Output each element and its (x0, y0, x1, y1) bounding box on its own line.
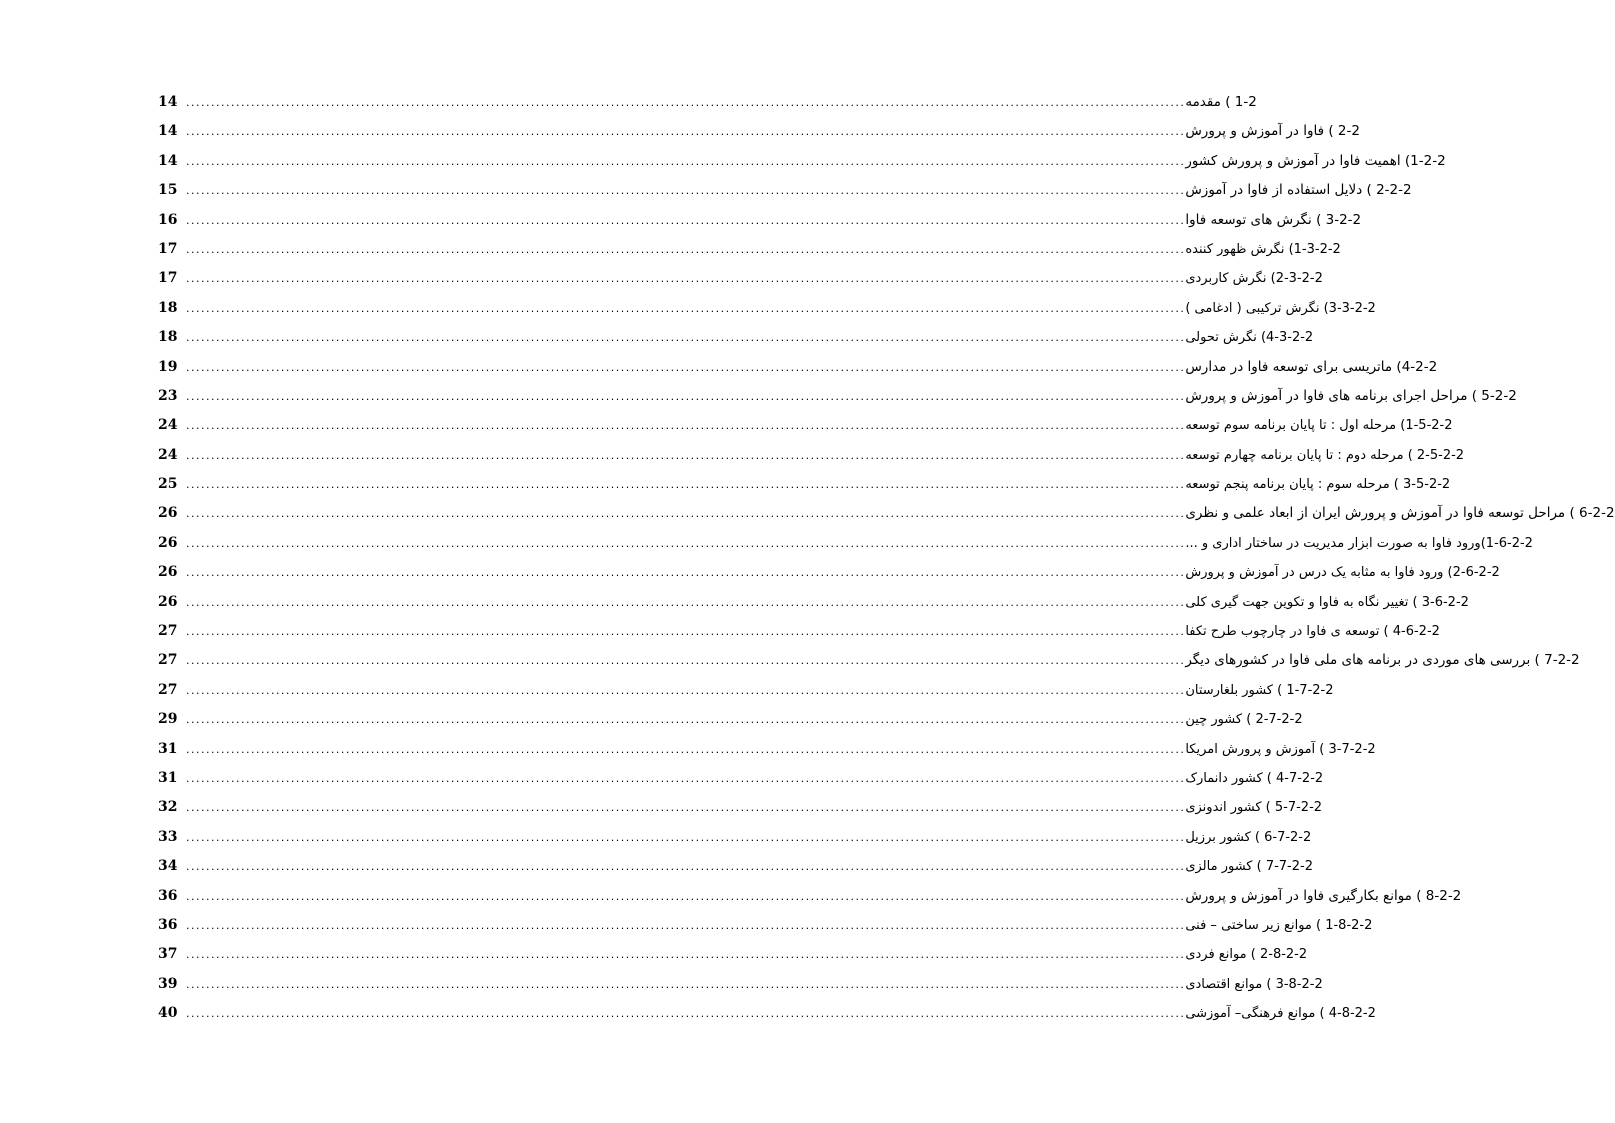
toc-entry-title: 3-7-2-2 ) آموزش و پرورش امریکا (1185, 741, 1376, 757)
toc-entry-title: 3-8-2-2 ) موانع اقتصادی (1185, 976, 1323, 992)
toc-entry[interactable] (158, 529, 1533, 558)
toc-entry-title: 1-3-2-2) نگرش ظهور کننده (1185, 241, 1341, 257)
toc-page-number: 24 (158, 446, 178, 463)
toc-leader-dots: ........................................................................................................................................................................................................ (186, 419, 1186, 433)
toc-entry[interactable] (158, 646, 1580, 675)
toc-leader-dots: ........................................................................................................................................................................................................ (186, 683, 1186, 697)
toc-leader-dots: ........................................................................................................................................................................................................ (186, 331, 1186, 345)
toc-page-number: 31 (158, 740, 178, 757)
toc-page-number: 18 (158, 329, 178, 346)
toc-page-number: 27 (158, 681, 178, 698)
toc-leader-dots: ........................................................................................................................................................................................................ (186, 242, 1186, 256)
toc-page-number: 23 (158, 387, 178, 404)
toc-entry-title: 2-2 ) فاوا در آموزش و پرورش (1185, 123, 1360, 140)
toc-entry-title: 7-2-2 ) بررسی های موردی در برنامه های ملی فاوا در کشورهای دیگر (1185, 652, 1580, 669)
toc-leader-dots: ........................................................................................................................................................................................................ (186, 889, 1186, 903)
toc-entry-title: 2-2-2 ) دلایل استفاده از فاوا در آموزش (1185, 182, 1412, 199)
toc-page-number: 39 (158, 975, 178, 992)
toc-leader-dots: ........................................................................................................................................................................................................ (186, 713, 1186, 727)
toc-page-number: 29 (158, 711, 178, 728)
toc-entry-title: 2-7-2-2 ) کشور چین (1185, 712, 1303, 728)
toc-leader-dots: ........................................................................................................................................................................................................ (186, 536, 1186, 550)
toc-page-number: 19 (158, 358, 178, 375)
toc-leader-dots: ........................................................................................................................................................................................................ (186, 507, 1186, 521)
toc-entry[interactable] (158, 882, 1462, 911)
toc-leader-dots: ........................................................................................................................................................................................................ (186, 948, 1186, 962)
toc-entry[interactable] (158, 499, 1615, 528)
toc-page-number: 36 (158, 916, 178, 933)
toc-page-number: 14 (158, 94, 178, 110)
toc-entry-title: 2-5-2-2 ) مرحله دوم : تا پایان برنامه چهارم توسعه (1185, 447, 1465, 463)
toc-entry[interactable] (158, 88, 1257, 117)
toc-entry[interactable] (158, 353, 1438, 382)
toc-entry-title: 4-3-2-2) نگرش تحولی (1185, 330, 1314, 346)
toc-leader-dots: ........................................................................................................................................................................................................ (186, 830, 1186, 844)
table-of-contents (158, 88, 1615, 1029)
toc-entry-title: 3-3-2-2) نگرش ترکیبی ( ادغامی ) (1185, 300, 1376, 316)
toc-leader-dots: ........................................................................................................................................................................................................ (186, 96, 1186, 109)
toc-leader-dots: ........................................................................................................................................................................................................ (186, 213, 1186, 227)
toc-leader-dots: ........................................................................................................................................................................................................ (186, 389, 1186, 403)
toc-page-number: 31 (158, 769, 178, 786)
toc-page-number: 40 (158, 1005, 178, 1022)
toc-entry-title: 7-7-2-2 ) کشور مالزی (1185, 859, 1313, 875)
toc-entry[interactable] (158, 793, 1323, 822)
toc-page-number: 32 (158, 799, 178, 816)
toc-leader-dots: ........................................................................................................................................................................................................ (186, 272, 1186, 286)
toc-page-number: 26 (158, 564, 178, 581)
toc-entry[interactable] (158, 206, 1362, 235)
toc-entry-title: 1-2 ) مقدمه (1185, 94, 1257, 110)
toc-entry[interactable] (158, 411, 1453, 440)
toc-leader-dots: ........................................................................................................................................................................................................ (186, 478, 1186, 492)
toc-entry[interactable] (158, 382, 1517, 411)
toc-entry[interactable] (158, 911, 1373, 940)
toc-entry-title: 6-2-2 ) مراحل توسعه فاوا در آموزش و پرورش ایران از ابعاد علمی و نظری (1185, 505, 1615, 522)
toc-leader-dots: ........................................................................................................................................................................................................ (186, 918, 1186, 932)
toc-entry[interactable] (158, 823, 1312, 852)
toc-entry[interactable] (158, 176, 1412, 205)
toc-entry-title: 1-6-2-2)ورود فاوا به صورت ابزار مدیریت در ساختار اداری و ... (1185, 535, 1533, 551)
toc-entry[interactable] (158, 147, 1446, 176)
toc-leader-dots: ........................................................................................................................................................................................................ (186, 154, 1186, 168)
toc-entry[interactable] (158, 441, 1465, 470)
toc-entry[interactable] (158, 117, 1360, 146)
toc-entry[interactable] (158, 323, 1314, 352)
toc-entry-title: 4-8-2-2 ) موانع فرهنگی– آموزشی (1185, 1006, 1376, 1022)
toc-page-number: 26 (158, 593, 178, 610)
toc-page-number: 37 (158, 946, 178, 963)
toc-entry[interactable] (158, 588, 1469, 617)
toc-entry[interactable] (158, 970, 1323, 999)
toc-entry-title: 1-5-2-2) مرحله اول : تا پایان برنامه سوم توسعه (1185, 418, 1453, 434)
toc-leader-dots: ........................................................................................................................................................................................................ (186, 801, 1186, 815)
toc-entry-title: 4-2-2) ماتریسی برای توسعه فاوا در مدارس (1185, 358, 1438, 375)
toc-leader-dots: ........................................................................................................................................................................................................ (186, 977, 1186, 991)
toc-entry-title: 8-2-2 ) موانع بکارگیری فاوا در آموزش و پرورش (1185, 887, 1462, 904)
toc-page-number: 27 (158, 652, 178, 669)
toc-entry-title: 4-6-2-2 ) توسعه ی فاوا در چارچوب طرح تکفا (1185, 624, 1440, 640)
toc-entry-title: 4-7-2-2 ) کشور دانمارک (1185, 770, 1324, 786)
toc-page-number: 18 (158, 299, 178, 316)
toc-entry[interactable] (158, 264, 1323, 293)
toc-leader-dots: ........................................................................................................................................................................................................ (186, 654, 1186, 668)
toc-leader-dots: ........................................................................................................................................................................................................ (186, 360, 1186, 374)
toc-entry-title: 1-8-2-2 ) موانع زیر ساختی – فنی (1185, 917, 1373, 933)
toc-entry-title: 2-3-2-2) نگرش کاربردی (1185, 271, 1323, 287)
toc-entry[interactable] (158, 676, 1334, 705)
toc-entry-title: 5-2-2 ) مراحل اجرای برنامه های فاوا در آموزش و پرورش (1185, 387, 1517, 404)
toc-leader-dots: ........................................................................................................................................................................................................ (186, 448, 1186, 462)
toc-page-number: 17 (158, 240, 178, 257)
toc-page-number: 26 (158, 505, 178, 522)
toc-page-number: 26 (158, 534, 178, 551)
toc-entry[interactable] (158, 852, 1313, 881)
toc-leader-dots: ........................................................................................................................................................................................................ (186, 125, 1186, 139)
toc-page-number: 25 (158, 476, 178, 493)
toc-entry-title: 1-7-2-2 ) کشور بلغارستان (1185, 682, 1334, 698)
toc-entry-title: 3-2-2 ) نگرش های توسعه فاوا (1185, 211, 1362, 228)
toc-entry-title: 3-6-2-2 ) تغییر نگاه به فاوا و تکوین جهت گیری کلی (1185, 594, 1469, 610)
toc-entry[interactable] (158, 617, 1440, 646)
toc-leader-dots: ........................................................................................................................................................................................................ (186, 771, 1186, 785)
toc-leader-dots: ........................................................................................................................................................................................................ (186, 566, 1186, 580)
toc-entry[interactable] (158, 470, 1451, 499)
toc-page-number: 14 (158, 123, 178, 140)
toc-page-number: 34 (158, 858, 178, 875)
toc-entry[interactable] (158, 940, 1308, 969)
toc-entry-title: 2-6-2-2) ورود فاوا به مثابه یک درس در آموزش و پرورش (1185, 565, 1500, 581)
toc-page-number: 15 (158, 182, 178, 199)
toc-entry-title: 3-5-2-2 ) مرحله سوم : پایان برنامه پنجم توسعه (1185, 477, 1451, 493)
toc-entry-title: 6-7-2-2 ) کشور برزیل (1185, 829, 1312, 845)
toc-leader-dots: ........................................................................................................................................................................................................ (186, 1007, 1186, 1021)
toc-page-number: 36 (158, 887, 178, 904)
toc-entry[interactable] (158, 558, 1500, 587)
toc-leader-dots: ........................................................................................................................................................................................................ (186, 301, 1186, 315)
toc-page-number: 17 (158, 270, 178, 287)
toc-page-number: 27 (158, 623, 178, 640)
toc-entry[interactable] (158, 764, 1324, 793)
toc-entry[interactable] (158, 999, 1376, 1028)
toc-leader-dots: ........................................................................................................................................................................................................ (186, 860, 1186, 874)
toc-entry-title: 5-7-2-2 ) کشور اندونزی (1185, 800, 1323, 816)
toc-entry-title: 1-2-2) اهمیت فاوا در آموزش و پرورش کشور (1185, 152, 1446, 169)
toc-leader-dots: ........................................................................................................................................................................................................ (186, 625, 1186, 639)
toc-entry[interactable] (158, 705, 1303, 734)
toc-entry-title: 2-8-2-2 ) موانع فردی (1185, 947, 1308, 963)
toc-leader-dots: ........................................................................................................................................................................................................ (186, 742, 1186, 756)
toc-entry[interactable] (158, 235, 1341, 264)
toc-page-number: 16 (158, 211, 178, 228)
toc-leader-dots: ........................................................................................................................................................................................................ (186, 184, 1186, 198)
toc-page-number: 33 (158, 828, 178, 845)
toc-leader-dots: ........................................................................................................................................................................................................ (186, 595, 1186, 609)
toc-page-number: 24 (158, 417, 178, 434)
toc-entry[interactable] (158, 294, 1376, 323)
toc-page-number: 14 (158, 152, 178, 169)
toc-entry[interactable] (158, 735, 1376, 764)
